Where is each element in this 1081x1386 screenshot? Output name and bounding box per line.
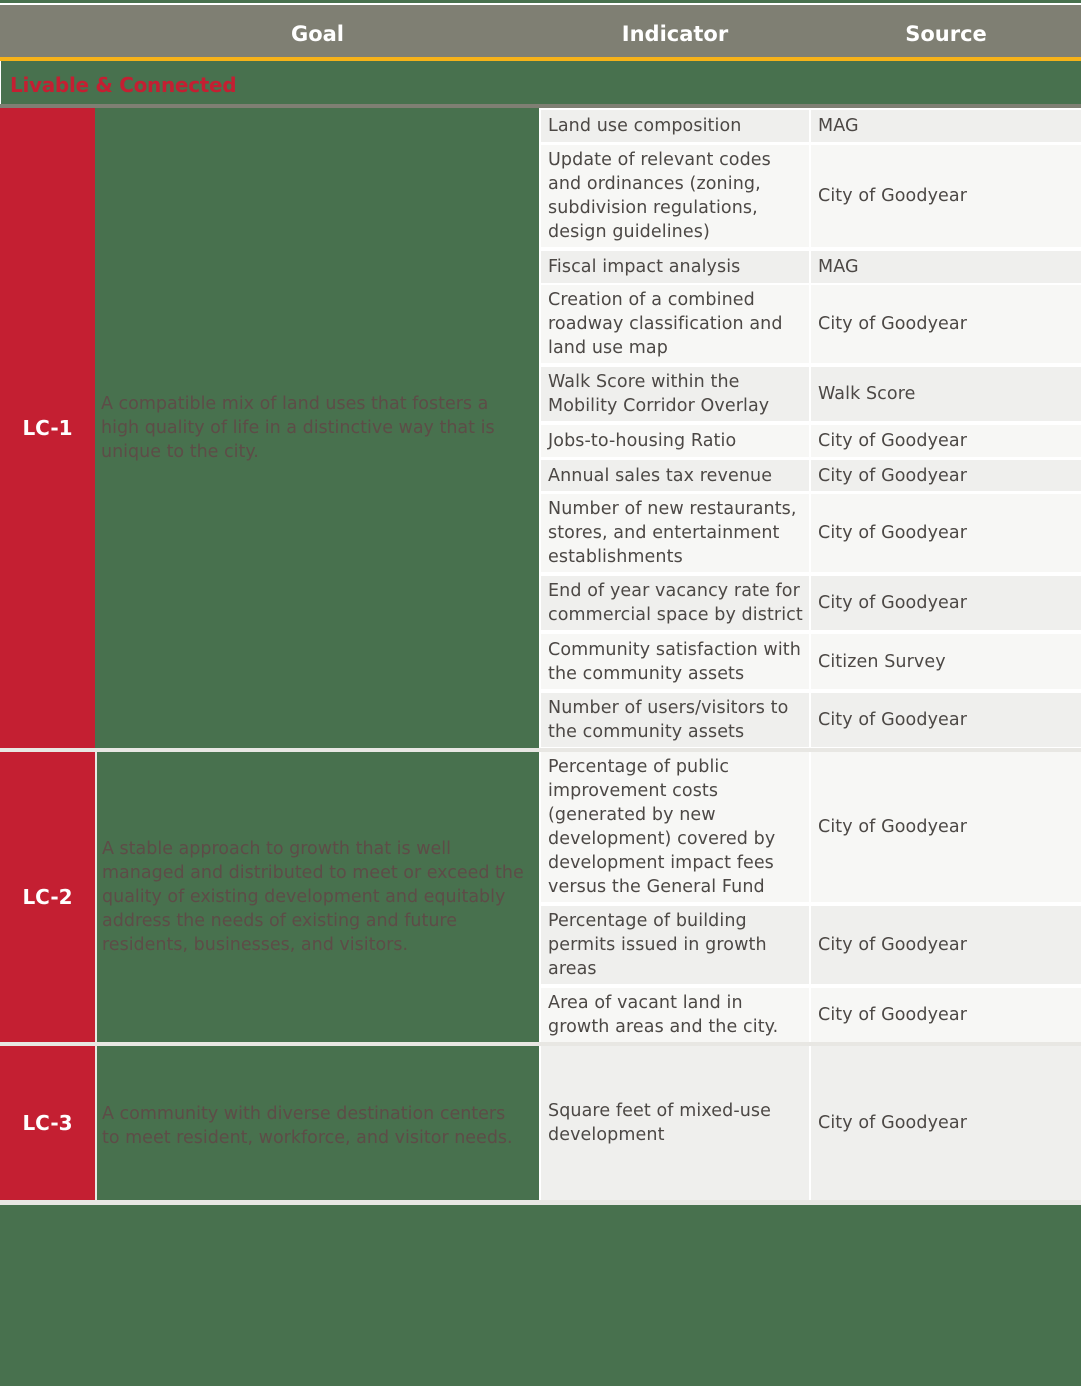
source-cell: MAG (811, 110, 1081, 142)
goal-code-lc3: LC-3 (0, 1046, 95, 1200)
indicator-cell: Update of relevant codes and ordinances (zoning, subdivision regulations, design guidelines) (541, 145, 809, 247)
indicator-cell: Area of vacant land in growth areas and the city. (541, 988, 809, 1042)
table-bottom-rule (0, 1200, 1081, 1205)
indicator-cell: Number of users/visitors to the community assets (541, 693, 809, 747)
source-cell: Walk Score (811, 367, 1081, 421)
source-cell: City of Goodyear (811, 145, 1081, 247)
source-cell: City of Goodyear (811, 285, 1081, 363)
goal-code-lc2: LC-2 (0, 752, 95, 1042)
goal-text: A community with diverse destination centers to meet resident, workforce, and visitor needs. (102, 1104, 513, 1148)
source-cell: City of Goodyear (811, 494, 1081, 572)
source-cell: City of Goodyear (811, 693, 1081, 747)
source-cell: City of Goodyear (811, 906, 1081, 984)
source-cell: Citizen Survey (811, 634, 1081, 689)
indicator-cell: Land use composition (541, 110, 809, 142)
column-header-source: Source (905, 22, 987, 46)
indicator-cell: Walk Score within the Mobility Corridor Overlay (541, 367, 809, 421)
column-header-indicator: Indicator (621, 22, 729, 46)
table-header (0, 5, 1081, 57)
indicator-cell: Percentage of public improvement costs (generated by new development) covered by development impact fees versus the General Fund (541, 752, 809, 902)
indicator-cell: End of year vacancy rate for commercial space by district (541, 576, 809, 630)
indicator-cell: Square feet of mixed-use development (541, 1046, 809, 1200)
source-cell: City of Goodyear (811, 460, 1081, 491)
goal-description-lc2 (97, 752, 540, 1042)
source-cell: City of Goodyear (811, 425, 1081, 457)
indicator-cell: Jobs-to-housing Ratio (541, 425, 809, 457)
goal-code-lc1: LC-1 (0, 108, 95, 748)
indicator-cell: Community satisfaction with the community assets (541, 634, 809, 689)
source-cell: City of Goodyear (811, 752, 1081, 902)
column-header-goal: Goal (290, 22, 345, 46)
indicator-cell: Number of new restaurants, stores, and entertainment establishments (541, 494, 809, 572)
section-row (0, 61, 1081, 104)
goal-text: A compatible mix of land uses that fosters a high quality of life in a distinctive way that is unique to the city. (101, 394, 495, 462)
goal-text: A stable approach to growth that is well managed and distributed to meet or exceed the quality of existing development and equitably address the needs of existing and future residents, businesses, and visitors. (102, 839, 524, 955)
indicator-cell: Creation of a combined roadway classification and land use map (541, 285, 809, 363)
source-cell: MAG (811, 251, 1081, 283)
goal-description-lc3 (97, 1046, 540, 1200)
indicator-cell: Annual sales tax revenue (541, 460, 809, 491)
indicator-cell: Fiscal impact analysis (541, 251, 809, 283)
indicator-cell: Percentage of building permits issued in growth areas (541, 906, 809, 984)
section-title: Livable & Connected (10, 73, 237, 97)
goal-description-lc1 (96, 108, 539, 748)
source-cell: City of Goodyear (811, 988, 1081, 1042)
source-cell: City of Goodyear (811, 1046, 1081, 1200)
source-cell: City of Goodyear (811, 576, 1081, 630)
